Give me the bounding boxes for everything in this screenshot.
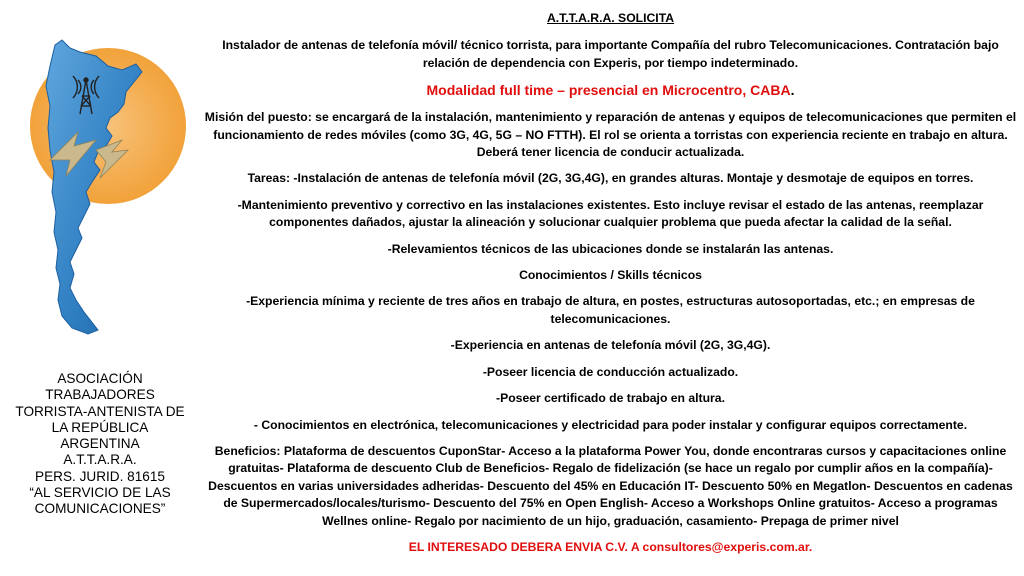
mantenimiento-paragraph: -Mantenimiento preventivo y correctivo en las instalaciones existentes. Esto incluye revisar el estado de las antenas, reemplazar componentes dañados, ajustar la alineación y solucionar cualquier problema que pueda afectar la calidad de la señal. <box>237 197 984 230</box>
cta-email-line: EL INTERESADO DEBERA ENVIA C.V. A consultores@experis.com.ar. <box>408 539 813 554</box>
org-line: TORRISTA-ANTENISTA DE <box>15 403 185 419</box>
conocimientos-heading: Conocimientos / Skills técnicos <box>519 268 702 283</box>
modalidad-period: . <box>790 82 795 99</box>
certificado-paragraph: -Poseer certificado de trabajo en altura. <box>496 391 725 406</box>
logo-graphic <box>0 0 200 350</box>
licencia-paragraph: -Poseer licencia de conducción actualizado. <box>482 364 739 379</box>
relevamientos-paragraph: -Relevamientos técnicos de las ubicaciones donde se instalarán las antenas. <box>387 241 834 256</box>
org-line: COMUNICACIONES” <box>34 501 166 517</box>
experiencia-altura-paragraph: -Experiencia mínima y reciente de tres años en trabajo de altura, en postes, estructuras autosoportadas, etc.; en empresas de telecomunicaciones. <box>246 294 975 326</box>
experiencia-antenas-paragraph: -Experiencia en antenas de telefonía móvil (2G, 3G,4G). <box>450 338 771 353</box>
org-line: ARGENTINA <box>60 436 140 452</box>
org-line: “AL SERVICIO DE LAS <box>29 485 171 501</box>
posting-title: A.T.T.A.R.A. SOLICITA <box>546 11 675 25</box>
org-line: TRABAJADORES <box>45 387 155 403</box>
tareas-paragraph: Tareas: -Instalación de antenas de telefonía móvil (2G, 3G,4G), en grandes alturas. Montaje y desmotaje de equipos en torres. <box>247 171 974 186</box>
posting-intro: Instalador de antenas de telefonía móvil/ técnico torrista, para importante Compañía del rubro Telecomunicaciones. Contratación bajo relación de dependencia con Experis, por tiempo indeterminado. <box>222 38 999 70</box>
org-line: ASOCIACIÓN <box>57 371 143 386</box>
org-line: LA REPÚBLICA <box>51 419 149 435</box>
org-line: PERS. JURID. 81615 <box>35 468 165 484</box>
attara-logo <box>0 0 200 350</box>
org-line: A.T.T.A.R.A. <box>63 452 137 468</box>
organization-name <box>0 371 200 518</box>
beneficios-paragraph: Beneficios: Plataforma de descuentos CuponStar- Acceso a la plataforma Power You, donde encontraras cursos y capacitaciones online gratuitas- Plataforma de descuento Club de Beneficios- Regalo de fidelización (se hace un regalo por cumplir años en la compañía)- Descuentos en varias universidades adheridas- Descuento del 45% en Educación IT- Descuento 50% en Megatlon- Descuentos en cadenas de Supermercados/locales/turismo- Descuento del 75% en Open English- Acceso a Workshops Online gratuitos- Acceso a programas Wellnes online- Regalo por nacimiento de un hijo, graduación, casamiento- Prepaga de primer nivel <box>208 443 1013 528</box>
mision-paragraph: Misión del puesto: se encargará de la instalación, mantenimiento y reparación de antenas y equipos de telecomunicaciones que permiten el funcionamiento de redes móviles (como 3G, 4G, 5G – NO FTTH). El rol se orienta a torristas con experiencia reciente en trabajo en altura. Deberá tener licencia de conducir actualizada. <box>204 110 1017 160</box>
electronica-paragraph: - Conocimientos en electrónica, telecomunicaciones y electricidad para poder instalar y configurar equipos correctamente. <box>253 417 968 432</box>
job-posting <box>203 10 1018 556</box>
modalidad-line <box>203 81 1018 100</box>
modalidad-text: Modalidad full time – presencial en Microcentro, CABA <box>426 82 791 99</box>
